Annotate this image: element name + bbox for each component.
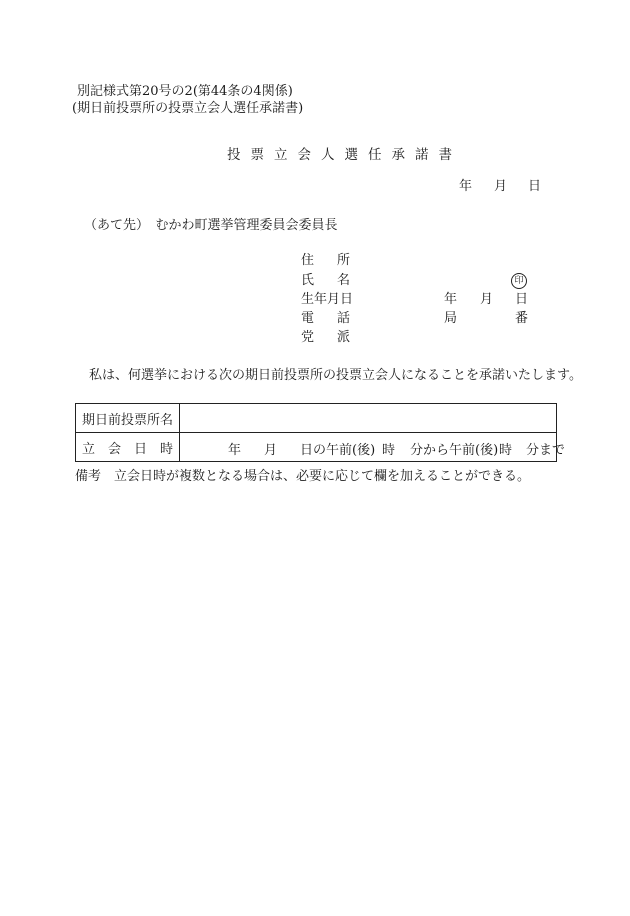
dt-hour-to: 時 — [499, 443, 513, 458]
birth-year: 年 — [444, 292, 458, 307]
polling-station-table — [75, 403, 566, 462]
address-label-2: 所 — [337, 253, 351, 268]
addressee: （あて先） むかわ町選挙管理委員会委員長 — [84, 218, 338, 233]
form-number: 別記様式第20号の2(第44条の4関係) — [77, 84, 293, 99]
phone-label-2: 話 — [337, 311, 351, 326]
name-label-1: 氏 — [301, 273, 315, 288]
datetime-label-char-4: 時 — [160, 441, 174, 457]
table-row — [76, 433, 557, 462]
party-label-1: 党 — [301, 330, 315, 345]
datetime-label-char-1: 立 — [82, 441, 96, 457]
remarks-note: 備考 立会日時が複数となる場合は、必要に応じて欄を加えることができる。 — [75, 469, 531, 484]
party-label-2: 派 — [337, 330, 351, 345]
dt-hour-from: 時 — [382, 443, 396, 458]
dt-day-ampm: 日の午前(後) — [300, 443, 376, 458]
phone-label-1: 電 — [301, 311, 315, 326]
form-subtitle: (期日前投票所の投票立会人選任承諾書) — [72, 101, 304, 116]
attendance-datetime-value[interactable] — [180, 433, 566, 462]
date-day: 日 — [528, 179, 542, 194]
date-month: 月 — [494, 179, 508, 194]
seal-mark: 印 — [511, 273, 527, 289]
birth-month: 月 — [480, 292, 494, 307]
phone-exchange: 局 — [444, 311, 458, 326]
date-year: 年 — [459, 179, 473, 194]
name-label-2: 名 — [337, 273, 351, 288]
dt-minute-from: 分から午前(後) — [410, 443, 499, 458]
dt-minute-to: 分まで — [526, 443, 566, 458]
datetime-label-char-2: 会 — [108, 441, 122, 457]
table-row — [76, 404, 557, 433]
dt-month: 月 — [264, 443, 278, 458]
station-name-value[interactable] — [180, 404, 557, 433]
birth-day: 日 — [515, 292, 529, 307]
datetime-label-char-3: 日 — [134, 441, 148, 457]
station-name-label: 期日前投票所名 — [76, 404, 180, 433]
birth-label: 生年月日 — [301, 292, 354, 307]
phone-number: 番 — [515, 311, 529, 326]
attendance-datetime-label — [76, 433, 180, 462]
document-title: 投票立会人選任承諾書 — [227, 147, 462, 163]
consent-statement: 私は、何選挙における次の期日前投票所の投票立会人になることを承諾いたします。 — [89, 368, 582, 383]
dt-year: 年 — [228, 443, 242, 458]
address-label-1: 住 — [301, 253, 315, 268]
